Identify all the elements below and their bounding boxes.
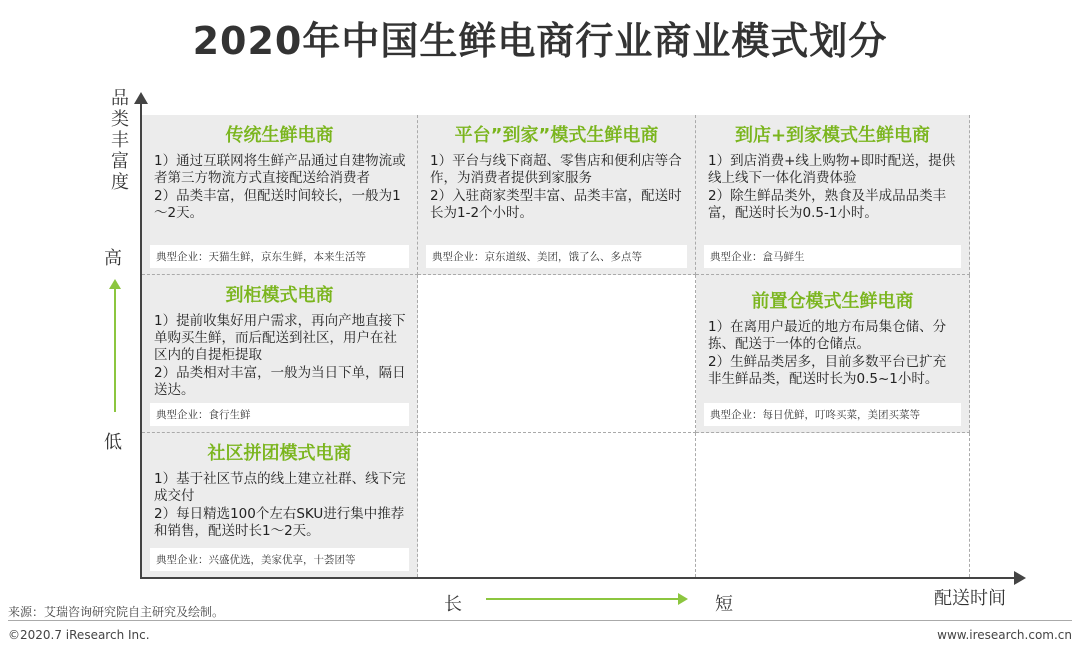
cell-desc-2: 2）品类相对丰富，一般为当日下单，隔日送达。 (154, 365, 406, 398)
company-label: 典型企业：盒马鲜生 (704, 245, 961, 268)
cell-desc-2: 2）除生鲜品类外，熟食及半成品品类丰富，配送时长为0.5-1小时。 (708, 188, 947, 221)
x-axis-line (140, 577, 1016, 579)
cell-title: 前置仓模式生鲜电商 (751, 291, 914, 312)
cell-community (142, 433, 418, 577)
company-label: 典型企业：食行生鲜 (150, 403, 409, 426)
x-axis-label: 配送时间 (934, 588, 1006, 609)
company-label: 典型企业：兴盛优选，美家优享，十荟团等 (150, 548, 409, 571)
cell-title: 社区拼团模式电商 (207, 443, 352, 464)
cell-desc-1: 1）到店消费+线上购物+即时配送，提供线上线下一体化消费体验 (708, 153, 956, 186)
y-axis-arrow-icon (134, 92, 148, 104)
cell-store-home (696, 115, 970, 275)
cell-desc-2: 2）入驻商家类型丰富、品类丰富，配送时长为1-2个小时。 (430, 188, 682, 221)
y-axis-high-label: 高 (104, 248, 122, 269)
cell-desc-1: 1）平台与线下商超、零售店和便利店等合作，为消费者提供到家服务 (430, 153, 682, 186)
y-axis-label: 品类丰富度 (111, 88, 129, 193)
x-scale-line (486, 598, 680, 600)
website-link[interactable]: www.iresearch.com.cn (937, 628, 1072, 642)
cell-desc-2: 2）生鲜品类居多，目前多数平台已扩充非生鲜品类，配送时长为0.5~1小时。 (708, 354, 947, 387)
x-axis-short-label: 短 (715, 594, 733, 615)
cell-empty-bottom-right (696, 433, 970, 577)
y-axis-low-label: 低 (104, 432, 122, 453)
model-grid (142, 115, 970, 577)
cell-platform (418, 115, 696, 275)
footer-divider (8, 620, 1072, 621)
cell-desc-1: 1）基于社区节点的线上建立社群、线下完成交付 (154, 471, 406, 504)
right-arrow-icon (678, 593, 688, 605)
x-axis-long-label: 长 (444, 594, 462, 615)
page-title: 2020年中国生鲜电商行业商业模式划分 (192, 19, 888, 63)
cell-empty-bottom-middle (418, 433, 696, 577)
cell-traditional (142, 115, 418, 275)
y-scale-line (114, 288, 116, 412)
cell-title: 到柜模式电商 (225, 285, 334, 306)
cell-title: 传统生鲜电商 (225, 125, 334, 146)
cell-desc-1: 1）通过互联网将生鲜产品通过自建物流或者第三方物流方式直接配送给消费者 (154, 153, 406, 186)
cell-desc-1: 1）提前收集好用户需求，再向产地直接下单购买生鲜，而后配送到社区，用户在社区内的自提柜提取 (154, 313, 406, 363)
copyright: ©2020.7 iResearch Inc. (8, 628, 150, 642)
company-label: 典型企业：天猫生鲜，京东生鲜，本来生活等 (150, 245, 409, 268)
source-note: 来源：艾瑞咨询研究院自主研究及绘制。 (8, 605, 225, 619)
cell-desc-2: 2）品类丰富，但配送时间较长，一般为1～2天。 (154, 188, 401, 221)
cell-title: 到店+到家模式生鲜电商 (734, 125, 931, 146)
company-label: 典型企业：京东道级、美团，饿了么、多点等 (426, 245, 687, 268)
company-label: 典型企业：每日优鲜，叮咚买菜，美团买菜等 (704, 403, 961, 426)
cell-empty-middle (418, 275, 696, 433)
cell-locker (142, 275, 418, 433)
cell-desc-1: 1）在离用户最近的地方布局集仓储、分拣、配送于一体的仓储点。 (708, 319, 947, 352)
cell-title: 平台”到家”模式生鲜电商 (454, 125, 659, 146)
x-axis-arrow-icon (1014, 571, 1026, 585)
cell-front-warehouse (696, 275, 970, 433)
cell-desc-2: 2）每日精选100个左右SKU进行集中推荐和销售，配送时长1～2天。 (154, 506, 405, 539)
